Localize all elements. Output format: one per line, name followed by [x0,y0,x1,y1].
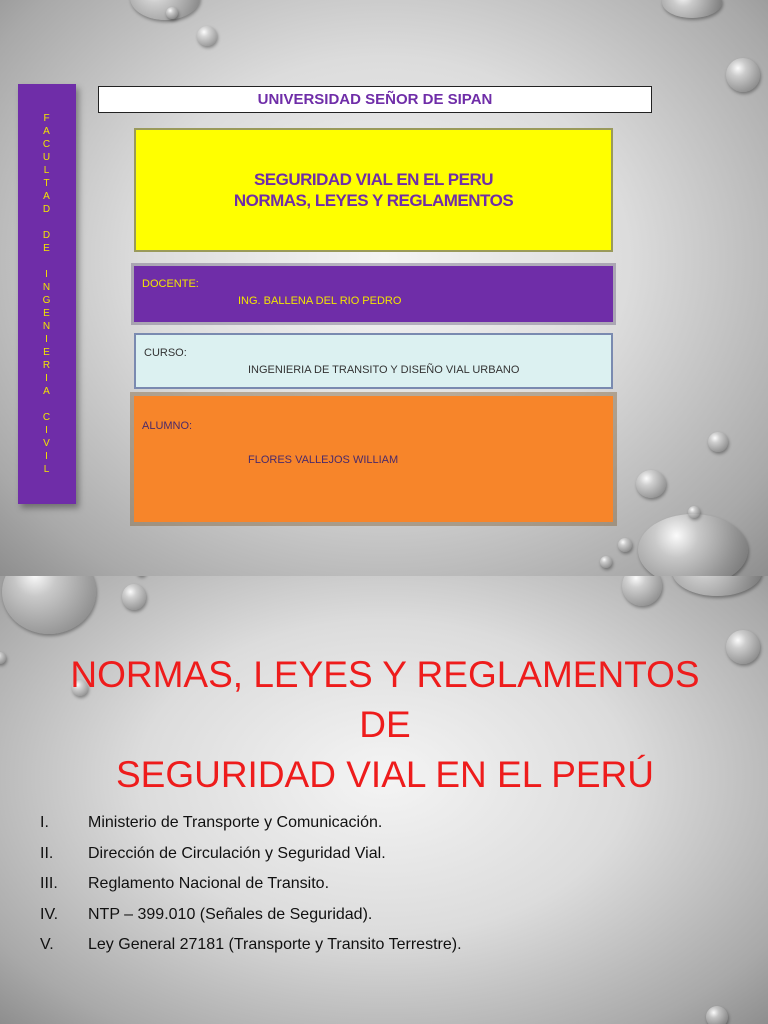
water-drop-decoration [122,584,146,610]
faculty-letter: C [42,412,52,423]
list-item-text: Ley General 27181 (Transporte y Transito Terrestre). [88,936,462,953]
title-line-2: NORMAS, LEYES Y REGLAMENTOS [233,191,514,210]
water-drop-decoration [618,538,632,552]
university-name: UNIVERSIDAD SEÑOR DE SIPAN [98,86,652,113]
water-drop-decoration [638,514,748,576]
slide-title-line-1: NORMAS, LEYES Y REGLAMENTOS DE [70,654,700,745]
faculty-letter: D [42,204,52,215]
water-drop-decoration [662,0,722,18]
list-item-text: Reglamento Nacional de Transito. [88,875,330,892]
faculty-letter: N [42,282,52,293]
water-drop-decoration [688,506,700,518]
faculty-letter: E [43,347,51,358]
list-item-number: III. [40,875,58,892]
slide-title [40,650,730,800]
list-item-number: IV. [40,905,59,923]
water-drop-decoration [130,0,200,20]
docente-box [134,266,613,322]
faculty-letter: I [45,334,49,345]
regulations-list [40,814,740,967]
list-item [40,906,740,937]
alumno-label: ALUMNO: [142,420,193,432]
water-drop-decoration [672,576,762,596]
faculty-letter: F [43,113,51,124]
slide-title-line-2: SEGURIDAD VIAL EN EL PERÚ [115,754,655,795]
list-item [40,875,740,906]
faculty-letter: E [43,308,51,319]
faculty-word-3 [43,268,52,398]
faculty-letter: A [43,191,51,202]
list-item-number: V. [40,936,54,953]
faculty-vertical-band [18,84,76,504]
water-drop-decoration [708,432,728,452]
faculty-letter: L [43,464,51,475]
title-box [134,128,613,252]
water-drop-decoration [726,630,760,664]
water-drop-decoration [197,26,217,46]
list-item [40,845,740,876]
water-drop-decoration [0,652,6,664]
faculty-word-1 [43,112,51,216]
faculty-letter: T [43,178,51,189]
faculty-letter: G [42,295,52,306]
faculty-word-2 [43,229,51,255]
faculty-word-4 [43,411,51,476]
water-drop-decoration [706,1006,728,1024]
list-item-number: II. [40,844,54,862]
faculty-letter: R [42,360,52,371]
list-item [40,936,740,967]
faculty-letter: L [43,165,51,176]
faculty-letter: I [45,425,49,436]
water-drop-decoration [600,556,612,568]
faculty-letter: C [42,139,52,150]
faculty-letter: I [45,451,49,462]
faculty-letter: I [45,373,49,384]
faculty-letter: N [42,321,52,332]
faculty-letter: D [42,230,52,241]
title-line-1: SEGURIDAD VIAL EN EL PERU [253,170,494,189]
water-drop-decoration [166,7,178,19]
curso-label: CURSO: [144,347,187,359]
list-item-text: NTP – 399.010 (Señales de Seguridad). [88,905,373,923]
docente-value: ING. BALLENA DEL RIO PEDRO [238,295,402,307]
list-item-text: Ministerio de Transporte y Comunicación. [88,814,383,831]
faculty-letter: A [43,126,51,137]
curso-value: INGENIERIA DE TRANSITO Y DISEÑO VIAL URBANO [248,364,520,376]
water-drop-decoration [726,58,760,92]
list-item-number: I. [40,814,49,831]
alumno-value: FLORES VALLEJOS WILLIAM [248,454,399,466]
list-item [40,814,740,845]
faculty-letter: E [43,243,51,254]
faculty-letter: U [42,152,52,163]
water-drop-decoration [636,470,666,498]
content-slide [0,576,768,1024]
water-drop-decoration [622,576,662,606]
docente-label: DOCENTE: [142,278,199,290]
faculty-letter: A [43,386,51,397]
water-drop-decoration [2,576,96,634]
faculty-letter: V [43,438,51,449]
faculty-letter: I [45,269,49,280]
list-item-text: Dirección de Circulación y Seguridad Vial. [88,844,386,862]
curso-box [134,333,613,389]
alumno-box [134,396,613,522]
